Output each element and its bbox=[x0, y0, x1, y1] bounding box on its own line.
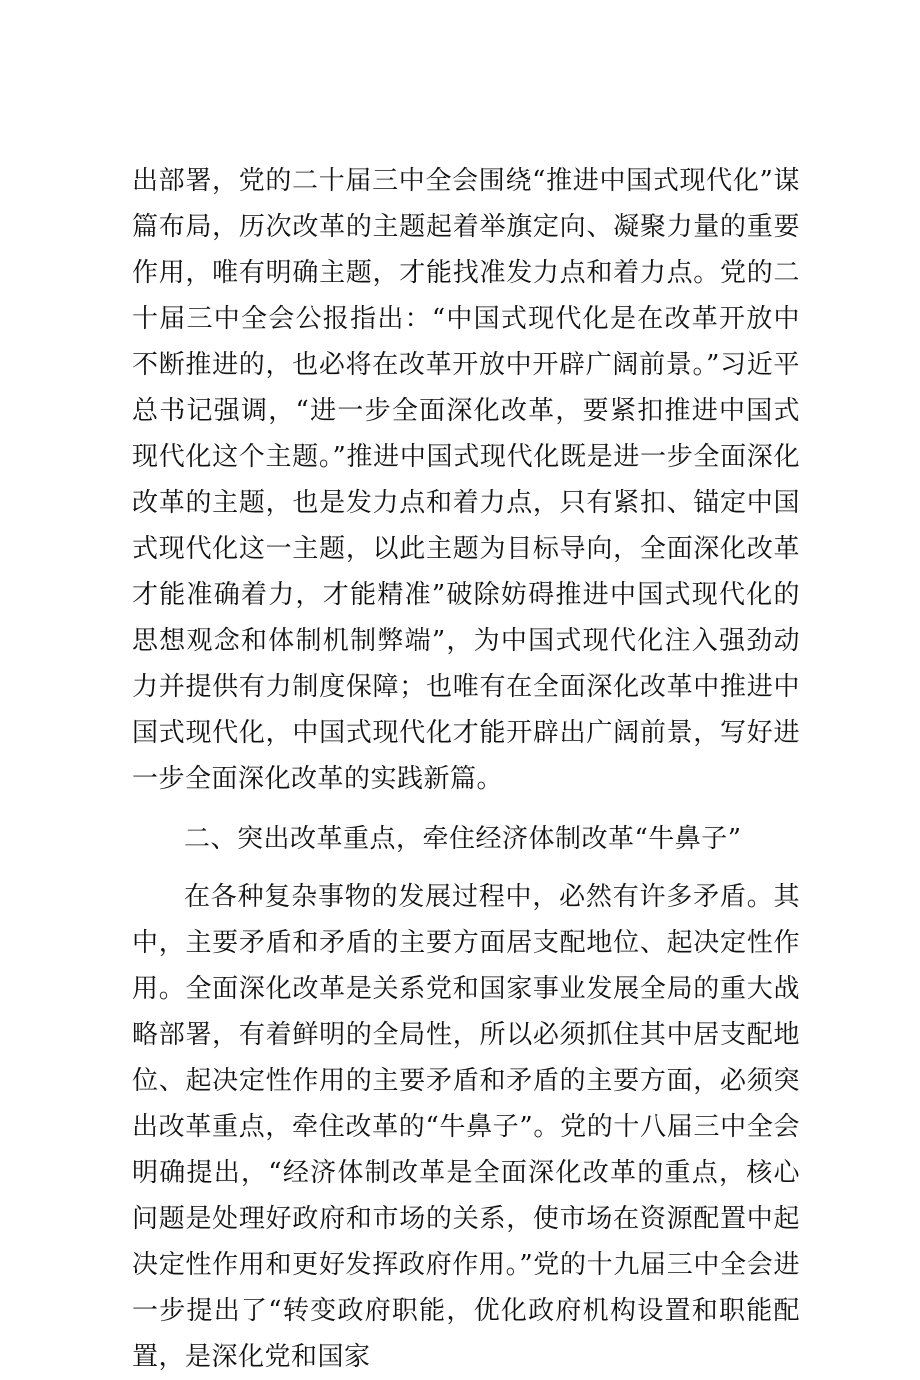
document-body bbox=[132, 158, 800, 1380]
paragraph-continuation: 出部署，党的二十届三中全会围绕“推进中国式现代化”谋篇布局，历次改革的主题起着举旗定向、凝聚力量的重要作用，唯有明确主题，才能找准发力点和着力点。党的二十届三中全会公报指出：“中国式现代化是在改革开放中不断推进的，也必将在改革开放中开辟广阔前景。”习近平总书记强调，“进一步全面深化改革，要紧扣推进中国式现代化这个主题。”推进中国式现代化既是进一步全面深化改革的主题，也是发力点和着力点，只有紧扣、锚定中国式现代化这一主题，以此主题为目标导向，全面深化改革才能准确着力，才能精准”破除妨碍推进中国式现代化的思想观念和体制机制弊端”，为中国式现代化注入强劲动力并提供有力制度保障；也唯有在全面深化改革中推进中国式现代化，中国式现代化才能开辟出广阔前景，写好进一步全面深化改革的实践新篇。 bbox=[132, 166, 800, 794]
paragraph-section-two: 在各种复杂事物的发展过程中，必然有许多矛盾。其中，主要矛盾和矛盾的主要方面居支配地位、起决定性作用。全面深化改革是关系党和国家事业发展全局的重大战略部署，有着鲜明的全局性，所以必须抓住其中居支配地位、起决定性作用的主要矛盾和矛盾的主要方面，必须突出改革重点，牵住改革的“牛鼻子”。党的十八届三中全会明确提出，“经济体制改革是全面深化改革的重点，核心问题是处理好政府和市场的关系，使市场在资源配置中起决定性作用和更好发挥政府作用。”党的十九届三中全会进一步提出了“转变政府职能，优化政府机构设置和职能配置，是深化党和国家 bbox=[132, 882, 800, 1372]
section-heading: 二、突出改革重点，牵住经济体制改革“牛鼻子” bbox=[184, 824, 742, 854]
